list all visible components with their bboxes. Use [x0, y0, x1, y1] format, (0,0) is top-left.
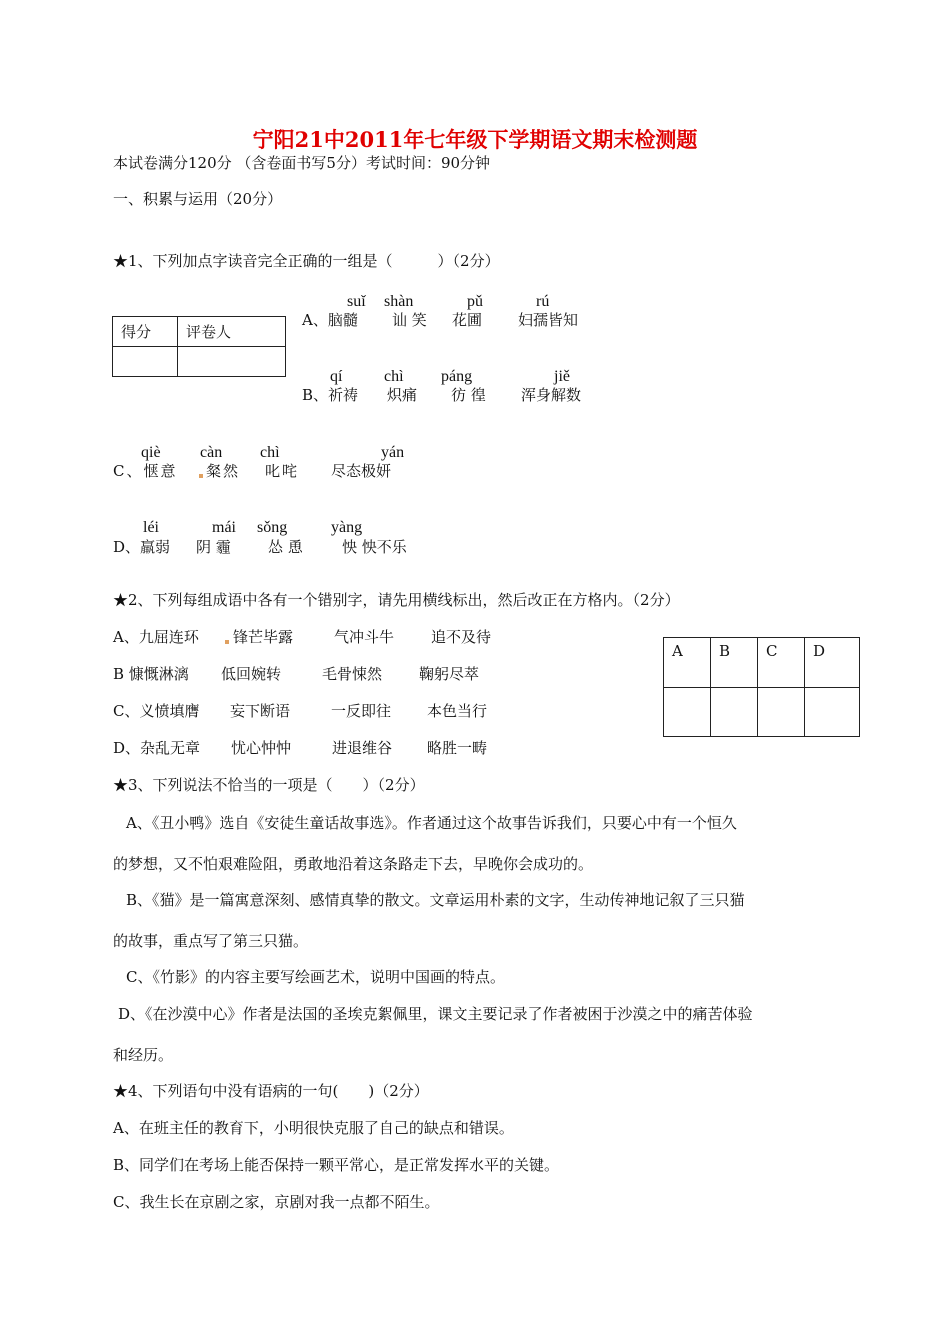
idiom: 追不及待 — [431, 628, 492, 646]
pinyin: yàng — [331, 519, 363, 536]
pinyin: jiě — [554, 368, 570, 385]
emphasis-dot — [225, 640, 229, 644]
idiom: 忧心忡忡 — [231, 739, 292, 757]
option-d-word: 怏 怏不乐 — [342, 538, 407, 556]
idiom: 毛骨悚然 — [322, 665, 383, 683]
option-a-word: 妇孺皆知 — [518, 311, 579, 329]
idiom: D、杂乱无章 — [113, 739, 201, 757]
question-4-stem: ★4、下列语句中没有语病的一句( )（2分） — [113, 1082, 429, 1100]
pinyin: sǒng — [257, 519, 288, 536]
option-a-word: A、脑髓 — [302, 311, 358, 329]
pinyin: shàn — [384, 293, 414, 310]
answer-grid — [663, 637, 860, 737]
emphasis-dot — [199, 474, 203, 478]
q3-option-d: D、《在沙漠中心》作者是法国的圣埃克絮佩里，课文主要记录了作者被困于沙漠之中的痛苦体验 — [118, 1005, 753, 1023]
q3-option-d-cont: 和经历。 — [113, 1046, 174, 1064]
idiom: 一反即往 — [331, 702, 392, 720]
idiom: 略胜一畴 — [427, 739, 488, 757]
answer-cell[interactable] — [758, 688, 805, 737]
option-b-word: 彷 徨 — [451, 386, 486, 404]
idiom: C、义愤填膺 — [113, 702, 200, 720]
pinyin: rú — [536, 293, 550, 310]
answer-cell[interactable] — [664, 688, 711, 737]
question-1-stem: ★1、下列加点字读音完全正确的一组是（ ）（2分） — [113, 252, 500, 270]
option-c-word: 叱咤 — [265, 462, 300, 480]
q4-option-c: C、我生长在京剧之家，京剧对我一点都不陌生。 — [113, 1193, 440, 1211]
pinyin: mái — [212, 519, 236, 536]
idiom: 进退维谷 — [332, 739, 393, 757]
option-b-word: 炽痛 — [387, 386, 418, 404]
q3-option-c: C、《竹影》的内容主要写绘画艺术，说明中国画的特点。 — [126, 968, 505, 986]
pinyin: chì — [384, 368, 404, 385]
pinyin: pǔ — [467, 293, 483, 310]
idiom: 妄下断语 — [230, 702, 291, 720]
exam-intro: 本试卷满分120分 （含卷面书写5分）考试时间：90分钟 — [113, 154, 491, 172]
pinyin: páng — [441, 368, 473, 385]
question-2-stem: ★2、下列每组成语中各有一个错别字，请先用横线标出，然后改正在方格内。（2分） — [113, 591, 680, 609]
score-header: 得分 — [113, 317, 178, 347]
q3-option-b-cont: 的故事，重点写了第三只猫。 — [113, 932, 309, 950]
option-d-word: 怂 恿 — [268, 538, 303, 556]
pinyin: qiè — [141, 444, 161, 461]
option-b-word: 浑身解数 — [521, 386, 582, 404]
answer-cell[interactable] — [805, 688, 860, 737]
grader-cell[interactable] — [178, 347, 286, 377]
idiom: 锋芒毕露 — [233, 628, 294, 646]
score-box — [112, 316, 286, 377]
pinyin: suǐ — [347, 293, 366, 310]
pinyin: chì — [260, 444, 280, 461]
answer-header: C — [758, 638, 805, 688]
option-c-word: C、惬意 — [113, 462, 178, 480]
idiom: B 慷慨淋漓 — [113, 665, 189, 683]
pinyin: yán — [381, 444, 405, 461]
pinyin: léi — [143, 519, 159, 536]
option-a-word: 讪 笑 — [392, 311, 427, 329]
option-c-word: 粲然 — [206, 462, 241, 480]
idiom: 鞠躬尽萃 — [419, 665, 480, 683]
answer-cell[interactable] — [711, 688, 758, 737]
page-title: 宁阳21中2011年七年级下学期语文期末检测题 — [252, 127, 698, 152]
q3-option-a: A、《丑小鸭》选自《安徒生童话故事选》。作者通过这个故事告诉我们，只要心中有一个恒久 — [126, 814, 737, 832]
idiom: 气冲斗牛 — [334, 628, 395, 646]
option-d-word: 阴 霾 — [196, 538, 231, 556]
idiom: 低回婉转 — [221, 665, 282, 683]
q4-option-a: A、在班主任的教育下，小明很快克服了自己的缺点和错误。 — [113, 1119, 514, 1137]
q4-option-b: B、同学们在考场上能否保持一颗平常心，是正常发挥水平的关键。 — [113, 1156, 560, 1174]
score-cell[interactable] — [113, 347, 178, 377]
idiom: A、九屈连环 — [113, 628, 199, 646]
answer-header: D — [805, 638, 860, 688]
answer-header: A — [664, 638, 711, 688]
answer-header: B — [711, 638, 758, 688]
option-a-word: 花圃 — [452, 311, 483, 329]
section-heading: 一、积累与运用（20分） — [113, 190, 283, 208]
question-3-stem: ★3、下列说法不恰当的一项是（ ）（2分） — [113, 776, 425, 794]
option-c-word: 尽态极妍 — [331, 462, 392, 480]
pinyin: qí — [330, 368, 343, 385]
option-d-word: D、羸弱 — [113, 538, 171, 556]
option-b-word: B、祈祷 — [302, 386, 359, 404]
idiom: 本色当行 — [427, 702, 488, 720]
pinyin: càn — [200, 444, 223, 461]
q3-option-a-cont: 的梦想，又不怕艰难险阻，勇敢地沿着这条路走下去，早晚你会成功的。 — [113, 855, 594, 873]
q3-option-b: B、《猫》是一篇寓意深刻、感情真挚的散文。文章运用朴素的文字，生动传神地记叙了三只猫 — [126, 891, 745, 909]
grader-header: 评卷人 — [178, 317, 286, 347]
